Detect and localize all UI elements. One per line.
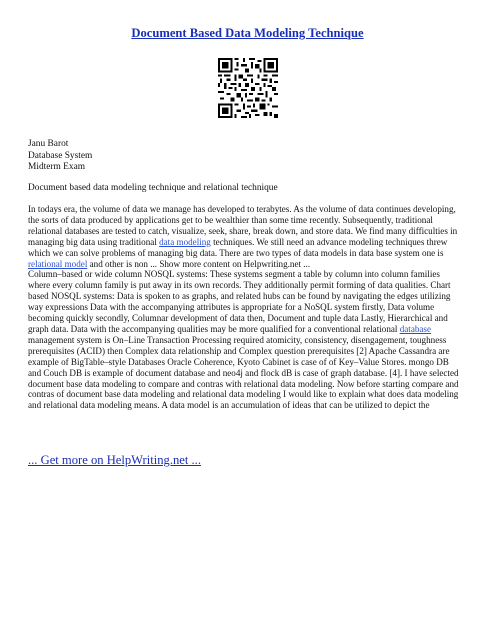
body-line: and Couch DB is example of document database and neo4j and flock dB is case of graph database. [4]. I have selected — [28, 367, 459, 378]
author-info — [28, 139, 92, 174]
body-line: prerequisites (ACID) then Complex data relationship and Complex question prerequisites [2] Apache Cassandra are — [28, 345, 450, 356]
body-line: contras of document base data modeling and relational data modeling I would like to explain what does data modeling — [28, 389, 459, 400]
data-modeling-link[interactable]: data modeling — [159, 236, 211, 247]
relational-model-link[interactable]: relational model — [28, 258, 88, 269]
course-name: Database System — [28, 150, 93, 161]
get-more-link[interactable]: ... Get more on HelpWriting.net ... — [28, 453, 201, 467]
document-body — [28, 204, 468, 411]
body-text-segment: techniques. We still need an advance modeling techniques threw — [210, 236, 448, 247]
body-line: the sorts of data produced by applications get to be wealthier than some time recently. Subsequently, traditional — [28, 214, 433, 225]
document-title[interactable]: Document Based Data Modeling Technique — [131, 26, 364, 40]
body-line: relational databases are tested to catch, visualize, seek, share, break down, and store data. We find many difficulties in — [28, 225, 458, 236]
body-line: management system is On–Line Transaction Processing required atomicity, consistency, disengagement, toughness — [28, 334, 447, 345]
body-line: which we can solve problems of managing big data. There are two types of data models in data base system one is — [28, 247, 444, 258]
exam-name: Midterm Exam — [28, 162, 86, 173]
body-text-segment: graph data. Data with the accompanying qualities may be more qualified for a conventional relational — [28, 323, 400, 334]
body-line: way expressions Data with the accompanying attributes is appropriate for a NoSQL system firstly, Data volume — [28, 302, 435, 313]
body-line: becoming quickly secondly, Columnar development of data then, Document and tuple data Lastly, Hierarchical and — [28, 313, 448, 324]
database-link[interactable]: database — [399, 323, 432, 334]
body-line: In todays era, the volume of data we manage has developed to terabytes. As the volume of data continues developing, — [28, 204, 456, 214]
body-text-segment: and other is non ... Show more content on Helpwriting.net ... — [87, 258, 311, 269]
body-line — [28, 259, 468, 270]
body-line — [28, 324, 468, 335]
body-line: Column–based or wide column NOSQL systems: These systems segment a table by column into column families — [28, 269, 440, 280]
body-line: example of BigTable–style Databases Oracle Coherence, Kyoto Cabinet is case of of Key–Value Stores. mongo DB — [28, 356, 449, 367]
body-line: document base data modeling to compare and contras with relational data modeling. Now before starting compare and — [28, 378, 459, 389]
body-line: where every column family is put away in its own records. They additionally permit forming of data qualities. Chart — [28, 280, 451, 291]
document-subtitle: Document based data modeling technique and relational technique — [28, 183, 278, 193]
author-name: Janu Barot — [28, 139, 69, 149]
body-text-segment: managing big data using traditional — [28, 236, 160, 247]
qr-code-icon — [218, 58, 278, 118]
body-line — [28, 237, 468, 248]
body-line: based NOSQL systems: Data is spoken to as graphs, and related hubs can be found by navigating the edges utilizing — [28, 291, 451, 302]
body-line: and relational data modeling means. A data model is an accumulation of ideas that can be utilized to depict the — [28, 400, 430, 411]
